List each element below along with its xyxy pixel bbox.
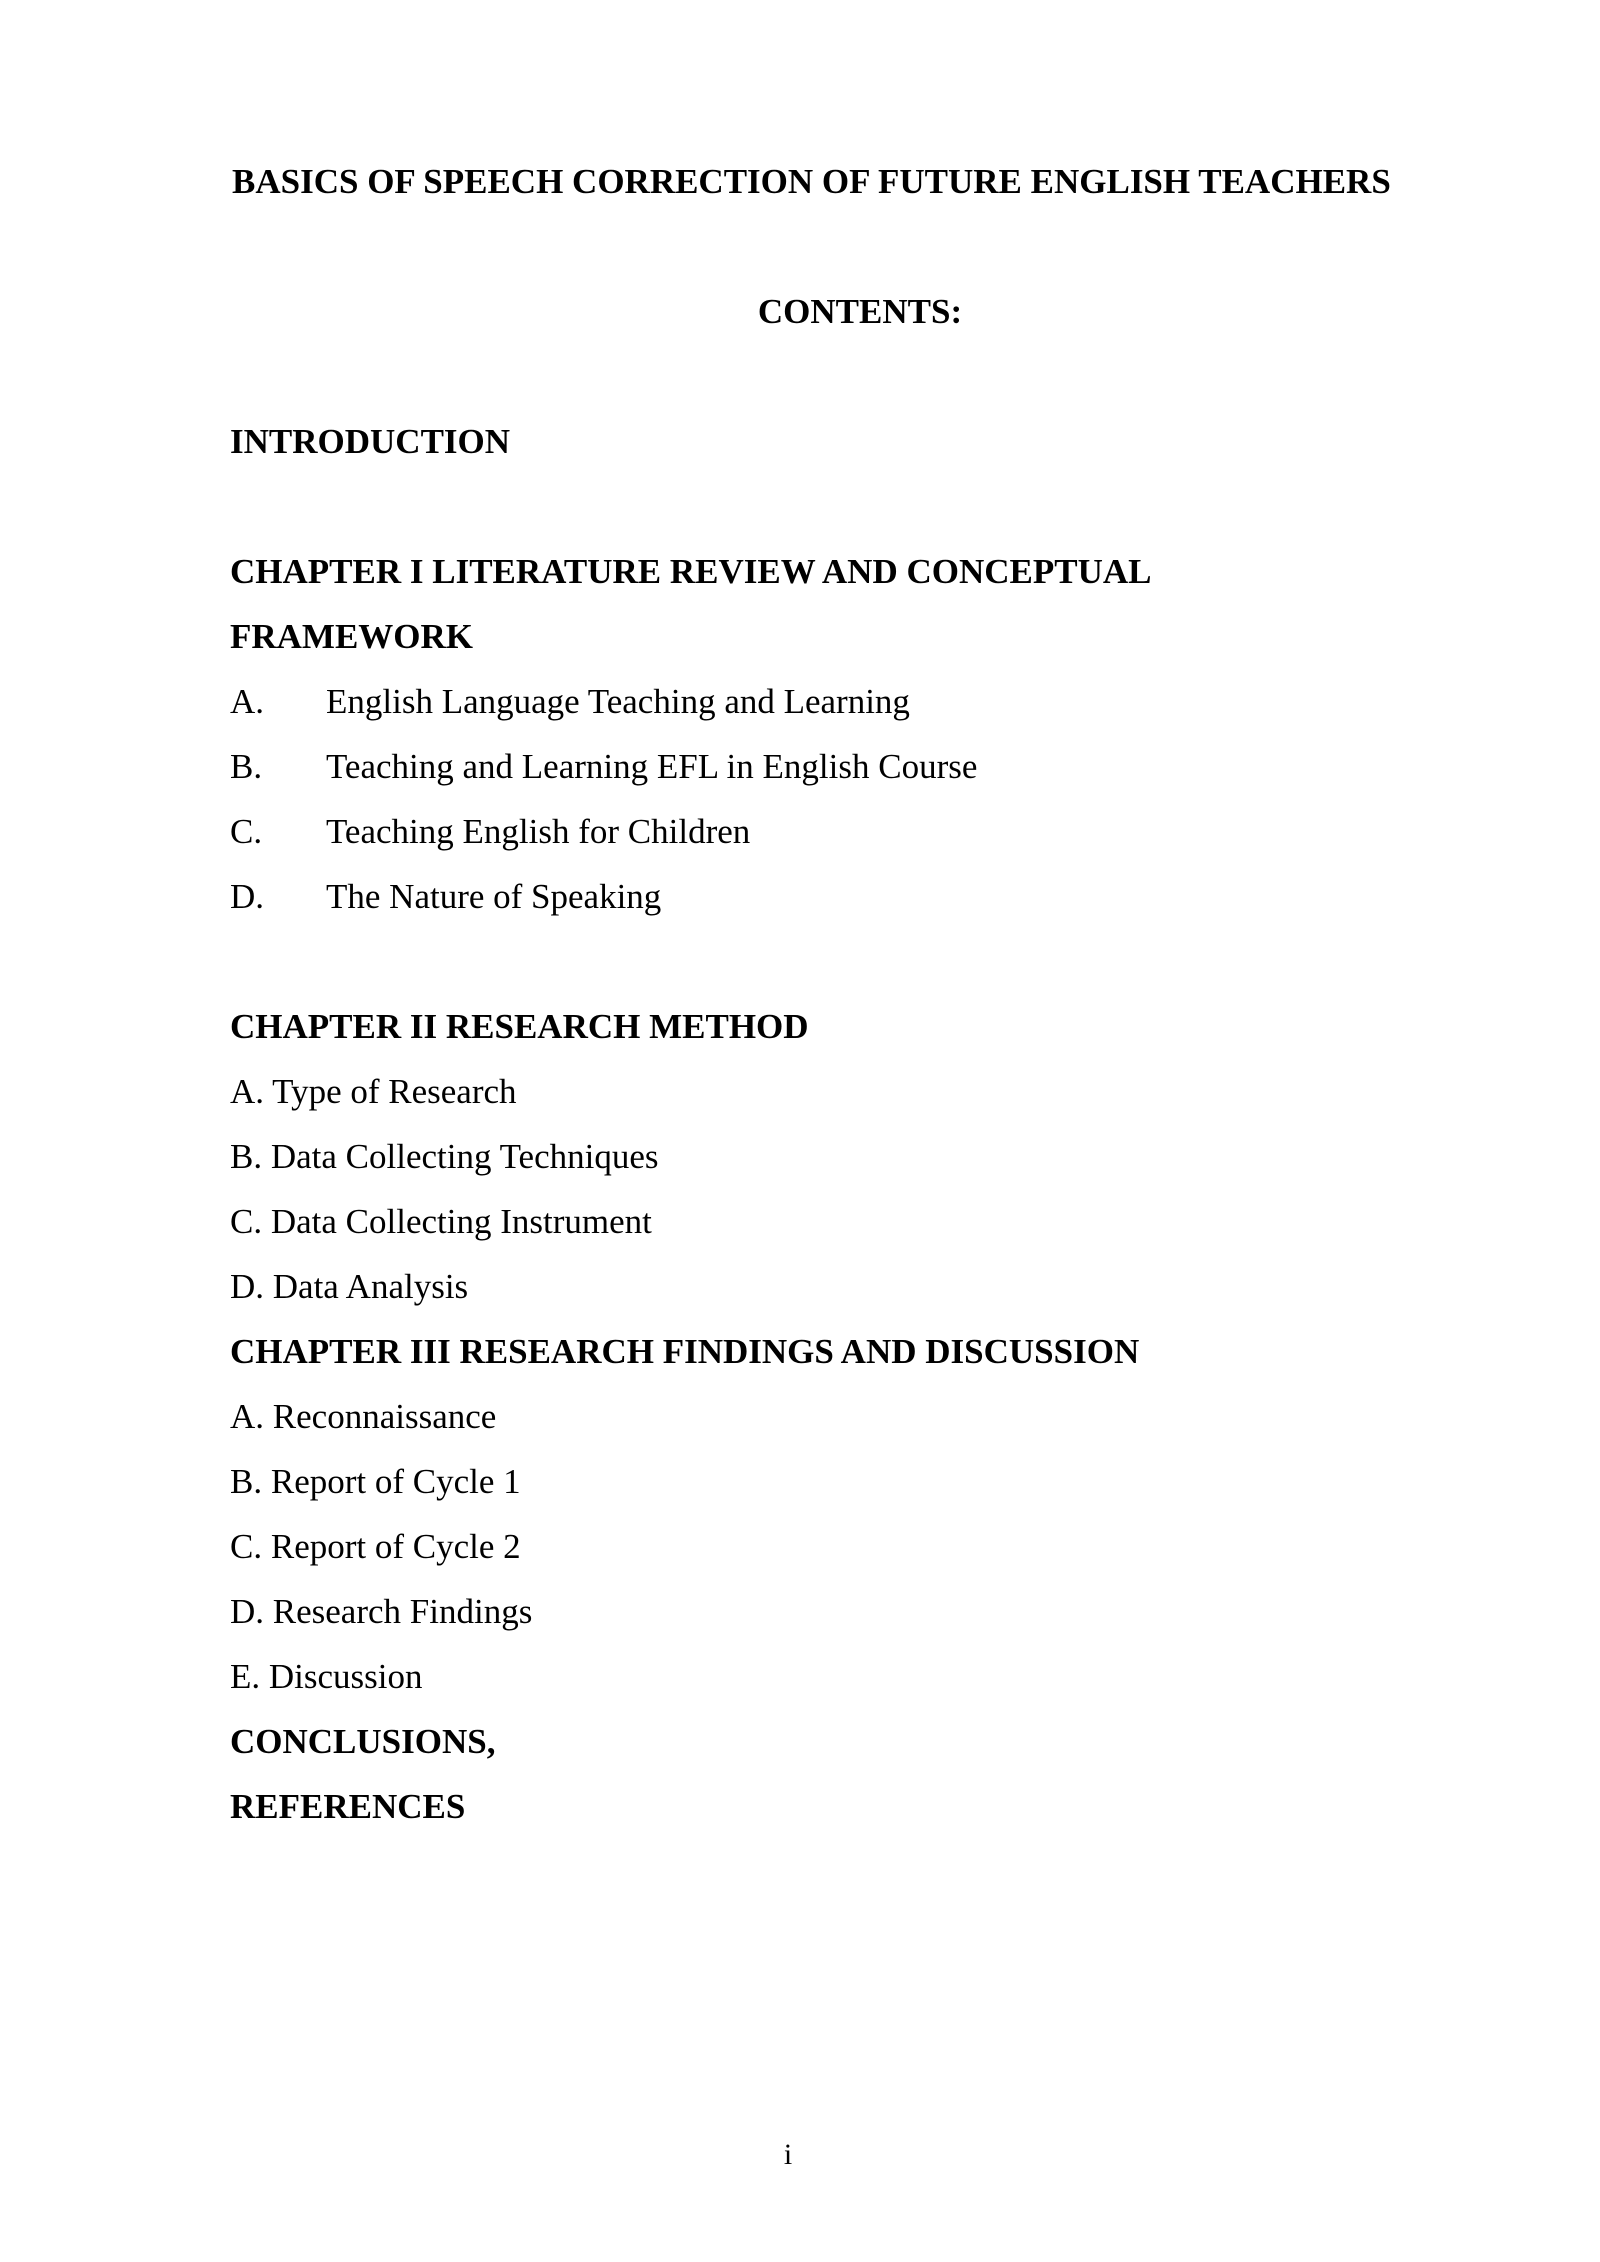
toc-item: D. Research Findings — [230, 1592, 533, 1631]
toc-item: B. Report of Cycle 1 — [230, 1462, 521, 1501]
toc-item: B. Data Collecting Techniques — [230, 1137, 659, 1176]
chapter2-heading: CHAPTER II RESEARCH METHOD — [230, 1007, 809, 1046]
toc-introduction: INTRODUCTION — [230, 422, 511, 461]
toc-item-text: Teaching English for Children — [326, 812, 751, 851]
toc-references: REFERENCES — [230, 1787, 466, 1826]
toc-item-text: English Language Teaching and Learning — [326, 682, 910, 721]
toc-item: A. Type of Research — [230, 1072, 517, 1111]
toc-item — [230, 875, 661, 919]
toc-item: A. Reconnaissance — [230, 1397, 497, 1436]
chapter3-heading: CHAPTER III RESEARCH FINDINGS AND DISCUSSION — [230, 1332, 1140, 1371]
toc-item: C. Report of Cycle 2 — [230, 1527, 521, 1566]
toc-item-text: The Nature of Speaking — [326, 877, 662, 916]
toc-conclusions: CONCLUSIONS, — [230, 1722, 496, 1761]
toc-item: E. Discussion — [230, 1657, 423, 1696]
toc-item-letter: D. — [230, 877, 265, 916]
toc-item-text: Teaching and Learning EFL in English Course — [326, 747, 978, 786]
toc-item-letter: B. — [230, 747, 263, 786]
toc-item — [230, 680, 910, 724]
toc-item — [230, 810, 750, 854]
contents-heading: CONTENTS: — [757, 292, 963, 331]
toc-item: C. Data Collecting Instrument — [230, 1202, 652, 1241]
chapter1-heading-line1: CHAPTER I LITERATURE REVIEW AND CONCEPTUAL — [230, 552, 1152, 591]
toc-item-letter: A. — [230, 682, 265, 721]
toc-item: D. Data Analysis — [230, 1267, 469, 1306]
toc-item-letter: C. — [230, 812, 263, 851]
document-title: BASICS OF SPEECH CORRECTION OF FUTURE ENGLISH TEACHERS — [232, 162, 1391, 201]
toc-item — [230, 745, 977, 789]
page-number: i — [783, 2138, 793, 2171]
chapter1-heading-line2: FRAMEWORK — [230, 617, 474, 656]
